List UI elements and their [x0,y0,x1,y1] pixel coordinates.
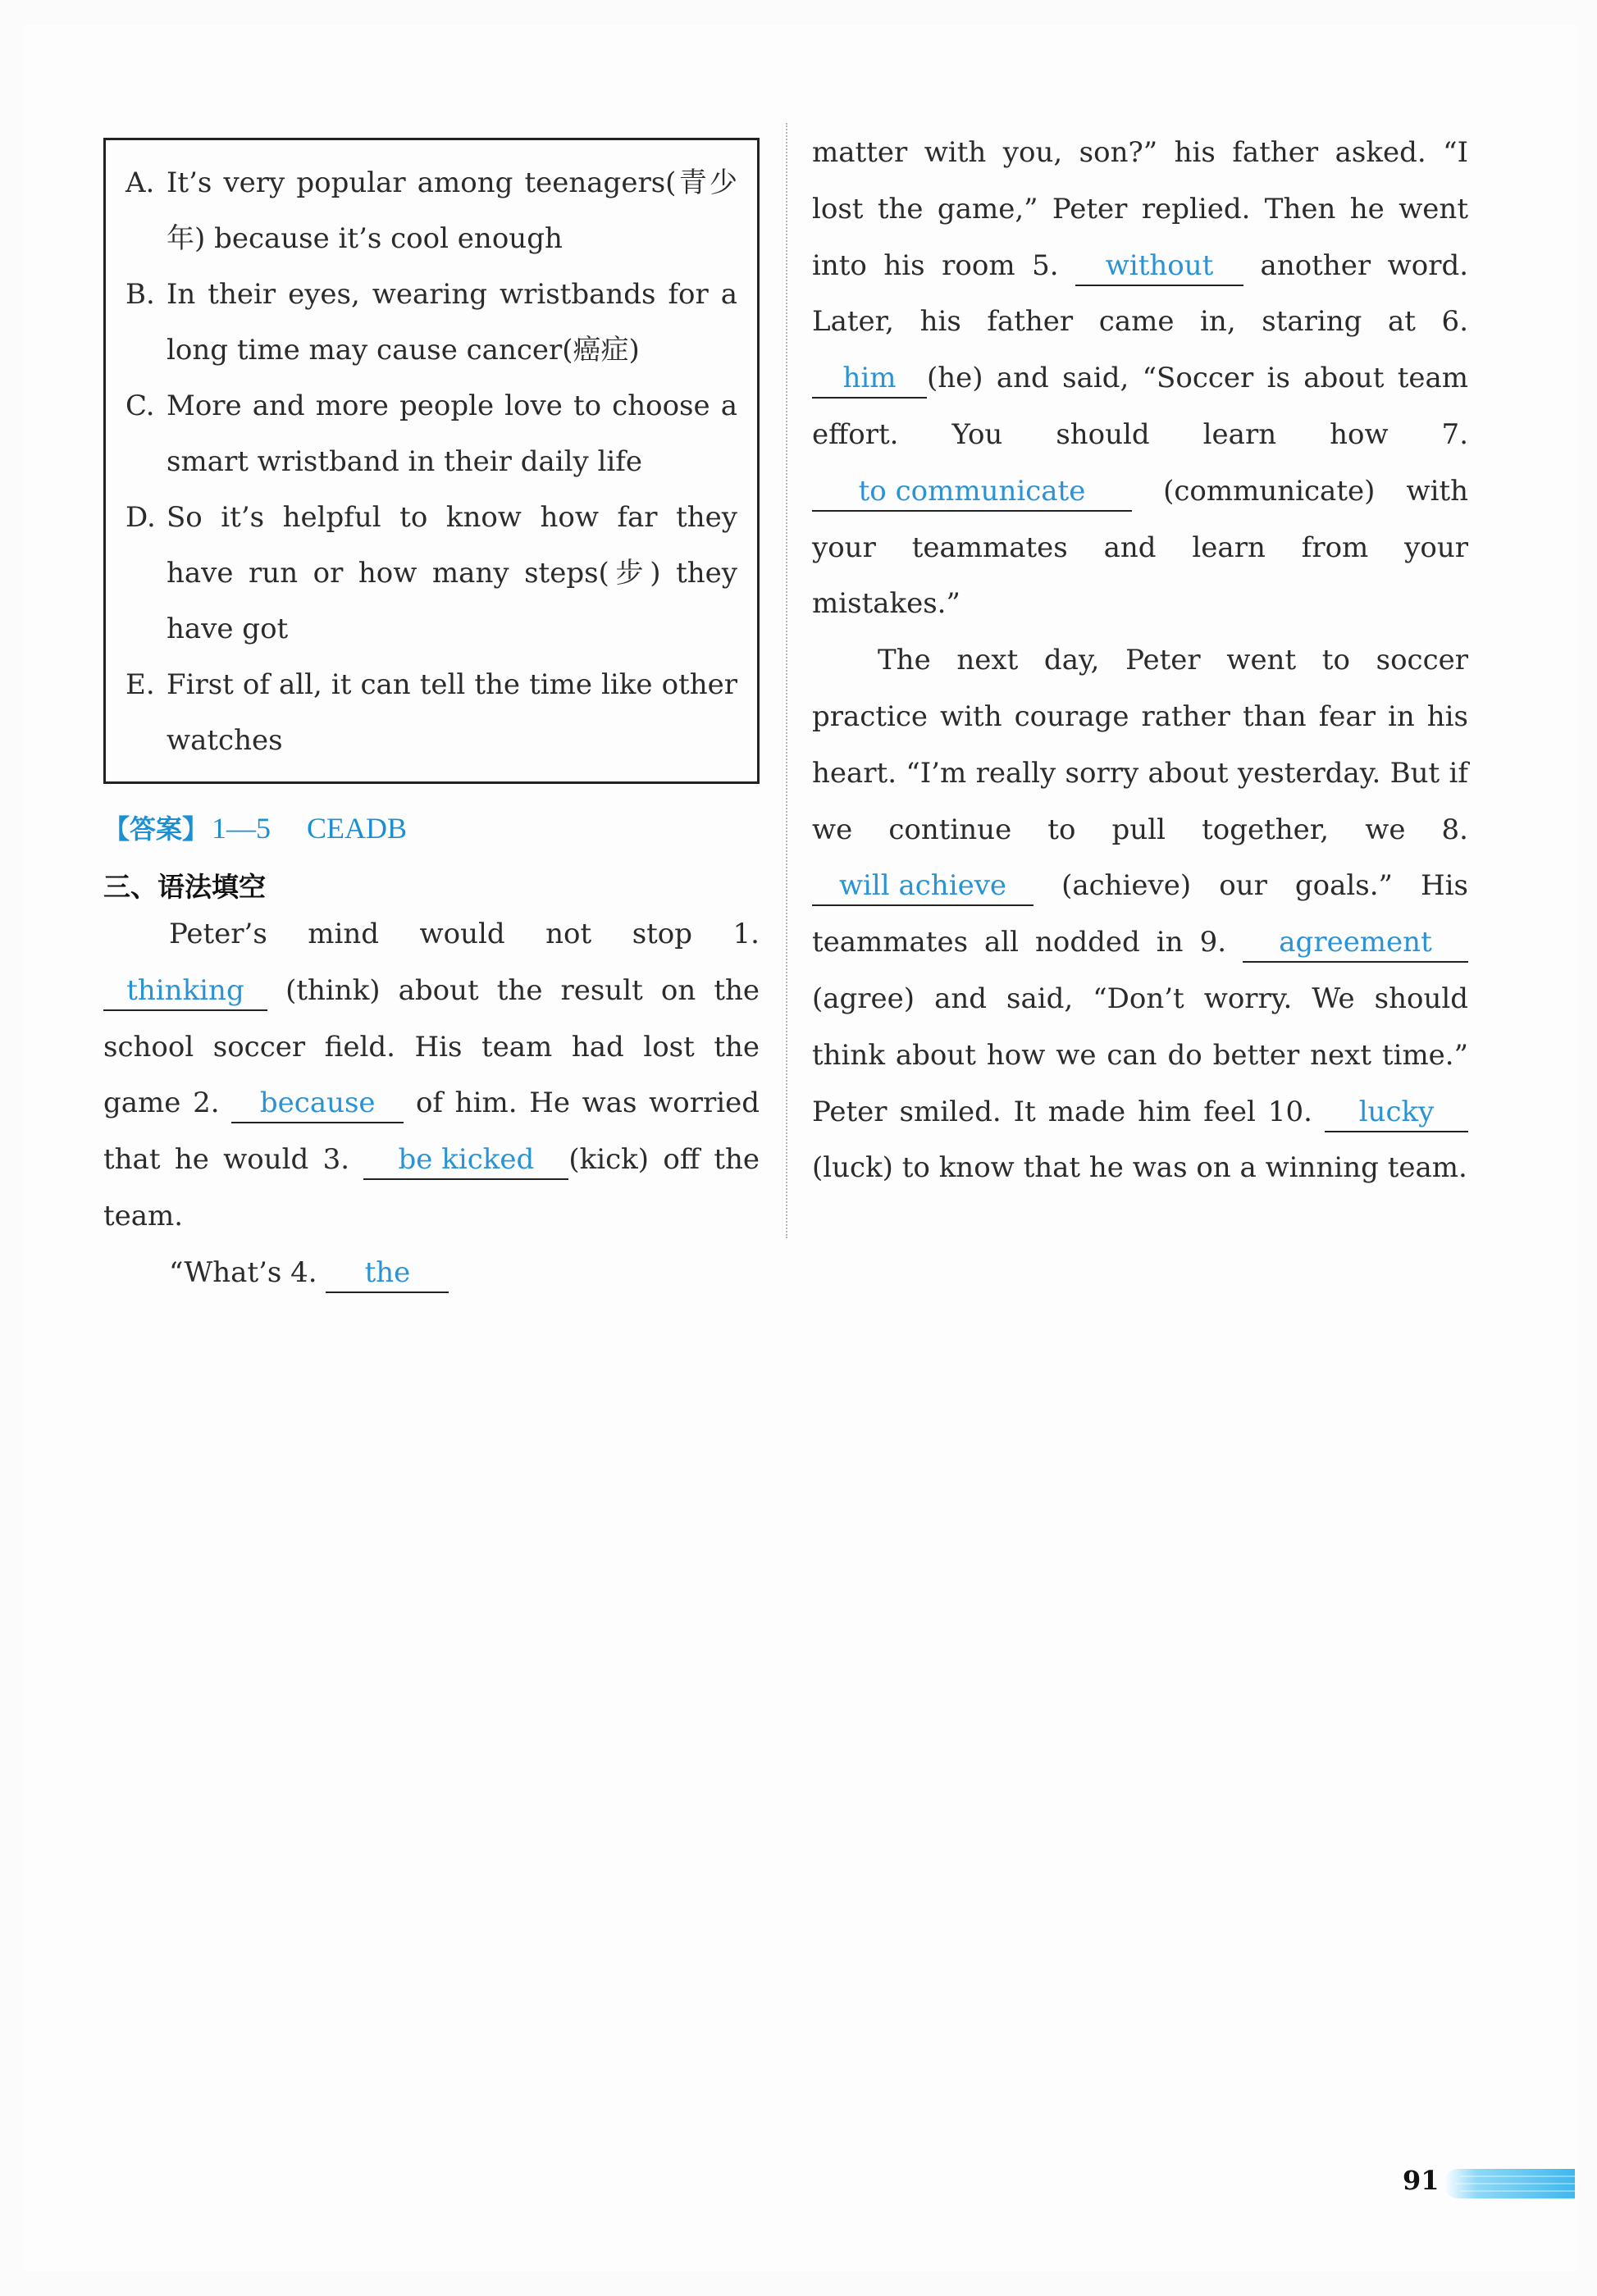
passage-text: (communicate) with your teammates and learn from your mistakes.” [812,474,1468,621]
option-letter: D. [125,501,156,534]
passage-text: (he) and said, “Soccer is about team effort. You should learn how 7. [812,362,1468,451]
passage-text: (achieve) our goals.” His teammates all nodded in 9. [812,869,1468,959]
passage-text: matter with you, son?” his father asked. “I lost the game,” Peter replied. Then he went into his room 5. [812,136,1468,282]
passage-text: “What’s 4. [169,1255,317,1289]
passage-text: The next day, Peter went to soccer practice with courage rather than fear in his heart. “I’m really sorry about yesterday. But if we continue to pull together, we 8. [812,644,1468,846]
answer-tag: 【答案】 [103,813,209,845]
right-column [812,125,1468,1196]
blank-1: thinking [103,972,267,1011]
page-number-bar [1444,2169,1575,2198]
blank-10: lucky [1325,1093,1468,1132]
passage-text: of him. He was worried that he would 3. [103,1086,760,1177]
option-c [125,378,737,490]
option-text: More and more people love to choose a smart wristband in their daily life [167,390,737,478]
option-text: So it’s helpful to know how far they have run or how many steps(步) they have got [167,501,737,645]
option-d [125,490,737,657]
option-e [125,657,737,768]
option-text: It’s very popular among teenagers(青少年) because it’s cool enough [167,166,737,255]
option-a [125,155,737,266]
passage-text: (kick) off the team. [103,1143,760,1232]
blank-4: the [326,1254,449,1293]
blank-7: to communicate [812,472,1132,512]
passage-text: (luck) to know that he was on a winning team. [812,1151,1467,1185]
passage-text: Peter’s mind would not stop 1. [169,918,760,950]
section-title: 三、语法填空 [103,871,266,903]
blank-9: agreement [1243,923,1468,963]
answer-line [103,810,760,847]
blank-6: him [812,359,927,399]
column-divider [786,123,787,1238]
option-b [125,266,737,378]
answer-range: 1—5 [212,812,271,845]
blank-8: will achieve [812,867,1033,906]
option-letter: B. [125,278,155,311]
option-text: First of all, it can tell the time like other watches [167,668,737,757]
blank-3: be kicked [363,1141,568,1180]
passage-text: (agree) and said, “Don’t worry. We should think about how we can do better next time.” Peter smiled. It made him feel 10. [812,982,1468,1128]
passage-text: another word. Later, his father came in, staring at 6. [812,248,1469,339]
options-box [103,138,760,784]
left-column [103,138,760,1301]
passage-text: (think) about the result on the school soccer field. His team had lost the game 2. [103,973,760,1120]
answer-letters: CEADB [307,812,408,845]
option-letter: E. [125,668,155,701]
passage-left [103,906,760,1301]
option-letter: A. [125,166,155,199]
blank-5: without [1075,247,1243,286]
option-letter: C. [125,390,155,422]
blank-2: because [231,1084,404,1123]
passage-right [812,125,1468,1196]
page-number: 91 [1403,2165,1440,2196]
option-text: In their eyes, wearing wristbands for a long time may cause cancer(癌症) [167,278,737,367]
